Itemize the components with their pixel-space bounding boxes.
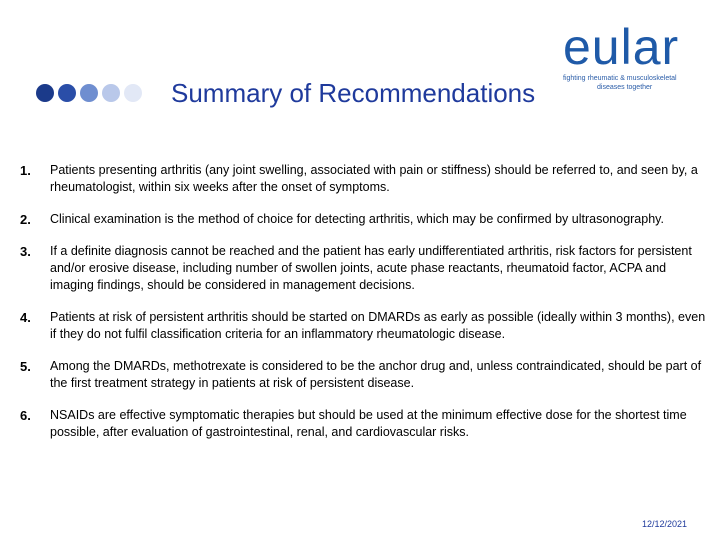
item-text: NSAIDs are effective symptomatic therapies but should be used at the minimum effective dose for the shortest time possible, after evaluation of gastrointestinal, renal, and cardiovascular risks. [50,408,687,439]
logo-tagline [563,74,693,92]
page-title: Summary of Recommendations [171,78,536,108]
item-text: Among the DMARDs, methotrexate is considered to be the anchor drug and, unless contraindicated, should be part of the first treatment strategy in patients at risk of persistent disease. [50,359,702,390]
list-item [20,309,710,343]
logo-tagline-line1: fighting rheumatic & musculoskeletal [563,75,677,82]
list-item [20,358,710,392]
list-item [20,211,710,228]
dot-1 [36,84,54,102]
eular-logo [563,19,693,92]
list-item [20,162,710,196]
logo-tagline-line2: diseases together [597,84,653,91]
list-item [20,407,710,441]
dot-2 [58,84,76,102]
decorative-dots [36,84,142,102]
item-text: If a definite diagnosis cannot be reached and the patient has early undifferentiated arthritis, risk factors for persistent and/or erosive disease, including number of swollen joints, acute phase reactants, rheumatoid factor, ACPA and imaging findings, should be considered in management decisions. [50,244,692,292]
item-number: 1. [20,163,31,178]
footer-date: 12/12/2021 [641,519,687,529]
item-text: Patients presenting arthritis (any joint swelling, associated with pain or stiffness) should be referred to, and seen by, a rheumatologist, within six weeks after the onset of symptoms. [50,163,698,194]
item-number: 4. [20,310,31,325]
recommendations-list [20,162,710,456]
item-number: 2. [20,212,31,227]
item-number: 3. [20,244,31,259]
dot-4 [102,84,120,102]
item-number: 5. [20,359,31,374]
item-text: Patients at risk of persistent arthritis should be started on DMARDs as early as possible (ideally within 3 months), even if they do not fulfil classification criteria for an inflammatory rheumatologic disease. [50,310,706,341]
item-text: Clinical examination is the method of choice for detecting arthritis, which may be confirmed by ultrasonography. [50,212,664,226]
item-number: 6. [20,408,31,423]
dot-3 [80,84,98,102]
list-item [20,243,710,294]
logo-word: eular [563,19,680,75]
dot-5 [124,84,142,102]
